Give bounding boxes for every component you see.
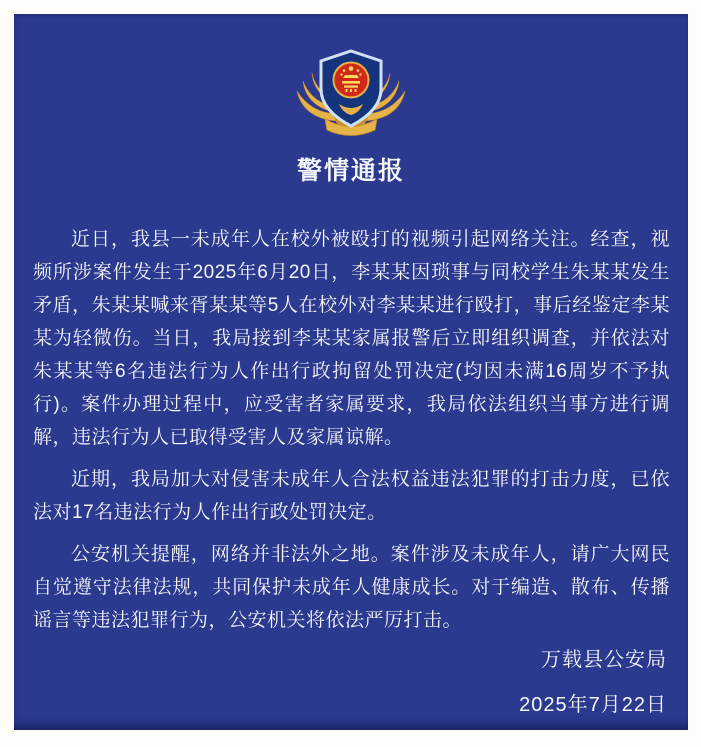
notice-panel (14, 14, 688, 730)
emblem-container (14, 14, 688, 139)
issuing-authority: 万载县公安局 (541, 649, 667, 671)
notice-date: 2025年7月22日 (519, 694, 667, 716)
notice-paragraph-1: 近日，我县一未成年人在校外被殴打的视频引起网络关注。经查，视频所涉案件发生于2025年6月20日，李某某因琐事与同校学生朱某某发生矛盾，朱某某喊来胥某某等5人在校外对李某某进行殴打，事后经鉴定李某某为轻微伤。当日，我局接到李某某家属报警后立即组织调查，并依法对朱某某等6名违法行为人作出行政拘留处罚决定(均因未满16周岁不予执行)。案件办理过程中，应受害者家属要求，我局依法组织当事方进行调解，违法行为人已取得受害人及家属谅解。 (33, 229, 670, 448)
notice-paragraph-3: 公安机关提醒，网络并非法外之地。案件涉及未成年人，请广大网民自觉遵守法律法规，共同保护未成年人健康成长。对于编造、散布、传播谣言等违法犯罪行为，公安机关将依法严厉打击。 (33, 544, 670, 631)
notice-title: 警情通报 (296, 157, 405, 185)
police-badge-icon (293, 47, 409, 139)
notice-paragraph-2: 近期，我局加大对侵害未成年人合法权益违法犯罪的打击力度，已依法对17名违法行为人作出行政处罚决定。 (33, 469, 670, 523)
notice-body (33, 223, 670, 637)
notice-footer (519, 644, 667, 722)
